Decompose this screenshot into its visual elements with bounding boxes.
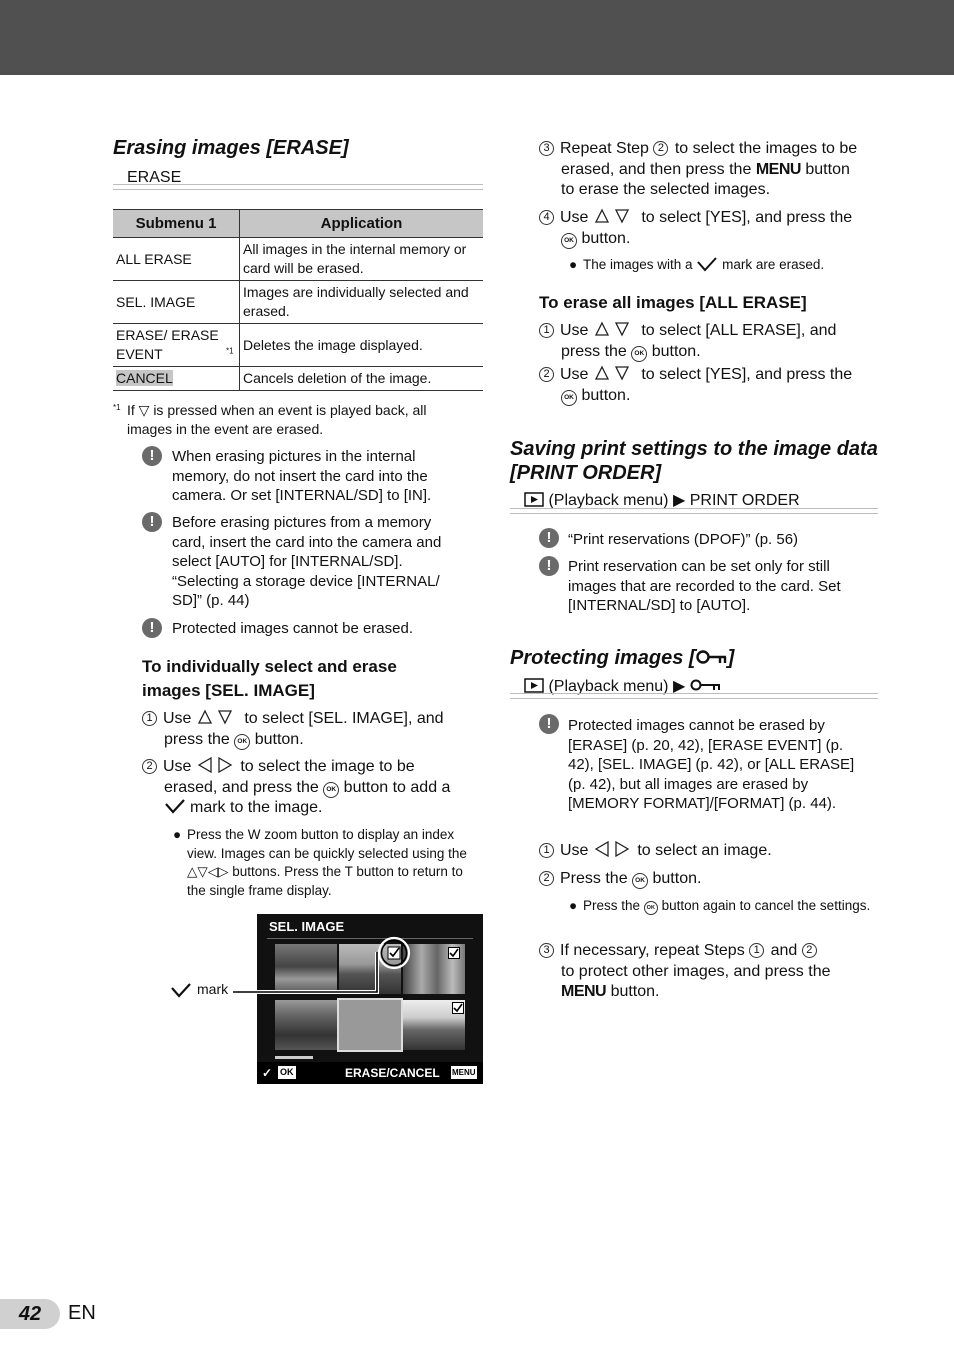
arrow-right-icon: ▶ (672, 678, 686, 695)
table-row (113, 367, 483, 391)
protect-step-3 (539, 941, 884, 1003)
menu-path-text: (Playback menu) (548, 492, 669, 509)
sel-image-heading (142, 655, 397, 703)
up-down-arrows-icon (198, 710, 238, 724)
protect-bullet (569, 897, 873, 916)
caution-note: Print reservation can be set only for still images that are recorded to the card. Set [INTERNAL/SD] to [AUTO]. (568, 558, 841, 614)
up-down-arrows-icon (595, 322, 635, 336)
check-mark-icon (164, 798, 186, 814)
step-text: Use (560, 209, 589, 226)
all-erase-heading: To erase all images [ALL ERASE] (539, 293, 807, 312)
title-text: Protecting images [ (510, 647, 696, 669)
caution-icon: ! (142, 446, 162, 466)
step-number: 2 (539, 871, 554, 886)
caution-icon: ! (142, 512, 162, 532)
submenu-cell: SEL. IMAGE (113, 281, 240, 324)
caution-note: “Print reservations (DPOF)” (p. 56) (568, 531, 799, 548)
check-mark-icon (170, 982, 192, 998)
left-right-arrows-icon (595, 841, 631, 857)
table-row (113, 324, 483, 367)
caution-note: Before erasing pictures from a memory card, insert the card into the camera and select [AUTO] for [INTERNAL/SD]. “Selecting a storage device [INTERNAL/ SD]” (p. 44) (172, 514, 442, 609)
step-text: press the (561, 342, 627, 360)
playback-icon (524, 678, 544, 693)
bullet-text: Press the (583, 898, 641, 913)
all-erase-step-1 (539, 321, 884, 362)
footnote-mark: *1 (113, 403, 121, 412)
step4-bullet (569, 256, 883, 275)
print-order-title (510, 437, 890, 485)
thumbnail-image (275, 1000, 337, 1050)
step-text: press the (164, 730, 230, 748)
heading-line: images [SEL. IMAGE] (142, 681, 315, 700)
playback-icon (524, 492, 544, 507)
step-text: button. (651, 342, 701, 360)
caution-note: Protected images cannot be erased by [ERASE] (p. 20, 42), [ERASE EVENT] (p. 42), [SEL. IMAGE] (p. 42), or [ALL ERASE] (p. 42), but all images are erased by [MEMORY FORMAT]/[FORMAT] (p. 44). (568, 717, 855, 812)
submenu-cell: ALL ERASE (113, 238, 240, 281)
step-text: to select [YES], and press the (641, 366, 853, 383)
step-text: button (805, 160, 850, 178)
submenu-cell (113, 367, 240, 391)
footnote-ref: *1 (226, 346, 234, 356)
caution-note: Protected images cannot be erased. (172, 620, 413, 637)
top-header-bar (0, 0, 954, 75)
screen-title: SEL. IMAGE (269, 919, 345, 934)
step-text: button to add a (343, 778, 451, 796)
step-number: 1 (539, 323, 554, 338)
step-text: button. (610, 983, 660, 1000)
check-icon: ✓ (262, 1066, 273, 1080)
step-text: to protect other images, and press the (561, 962, 831, 980)
step-text: mark to the image. (190, 799, 323, 816)
table-header-application: Application (240, 210, 484, 238)
step-text: Repeat Step (560, 140, 649, 157)
step-text: button. (254, 730, 304, 748)
table-row (113, 238, 483, 281)
erase-step-3 (539, 139, 884, 201)
step-text: to select [YES], and press the (641, 209, 853, 226)
sel-bullet (173, 826, 477, 900)
application-cell: Deletes the image displayed. (240, 324, 484, 367)
step-number: 1 (142, 711, 157, 726)
step-ref: 1 (749, 943, 764, 958)
protect-key-icon (690, 678, 722, 692)
check-box-icon (452, 1002, 464, 1014)
bullet-text: Press the W zoom button to display an index view. Images can be quickly selected using the △▽◁▷ buttons. Press the T button to return to the single frame display. (187, 827, 467, 898)
ok-label: OK (280, 1067, 294, 1077)
application-cell: Cancels deletion of the image. (240, 367, 484, 391)
step-text: button. (581, 229, 631, 247)
step-text: to select [SEL. IMAGE], and (244, 710, 444, 727)
erase-cancel-label: ERASE/CANCEL (345, 1066, 440, 1080)
section-rule (510, 508, 878, 514)
bullet-dot: ● (569, 257, 578, 272)
step-number: 2 (142, 759, 157, 774)
language-label: EN (68, 1302, 96, 1324)
step-ref: 2 (802, 943, 817, 958)
menu-path-text: (Playback menu) (548, 678, 669, 695)
bullet-text: The images with a (583, 257, 693, 272)
menu-button-label: MENU (755, 160, 801, 178)
left-right-arrows-icon (198, 757, 234, 773)
step-text: and (770, 942, 798, 959)
ok-button-icon: OK (234, 734, 250, 750)
caution-icon: ! (539, 528, 559, 548)
submenu-cell (113, 324, 240, 367)
step-text: button. (581, 386, 631, 404)
submenu-text: ERASE/ ERASE EVENT (116, 327, 219, 362)
section-rule (510, 693, 878, 699)
table-header-submenu: Submenu 1 (113, 210, 240, 238)
step-number: 2 (539, 367, 554, 382)
ok-button-icon: OK (561, 390, 577, 406)
footnote-text: If ▽ is pressed when an event is played back, all images in the event are erased. (127, 402, 427, 437)
arrow-right-icon: ▶ (672, 492, 686, 509)
caution-icon: ! (539, 714, 559, 734)
caution-note: When erasing pictures in the internal memory, do not insert the card into the camera. Or set [INTERNAL/SD] to [IN]. (172, 448, 432, 504)
erase-section-title: Erasing images [ERASE] (113, 137, 349, 159)
sel-step-2 (142, 757, 487, 819)
bullet-dot: ● (173, 827, 182, 842)
application-cell: All images in the internal memory or card will be erased. (240, 238, 484, 281)
check-box-icon (448, 947, 460, 959)
ok-button-icon: OK (631, 346, 647, 362)
mark-callout-label: mark (197, 981, 229, 997)
section-rule (113, 184, 483, 190)
step-text: to select the image to be (240, 758, 415, 775)
step-text: Use (163, 758, 192, 775)
menu-path-text: PRINT ORDER (689, 492, 800, 509)
step-text: Use (163, 710, 192, 727)
step-text: Use (560, 322, 589, 339)
step-text: to select [ALL ERASE], and (641, 322, 837, 339)
step-text: to erase the selected images. (561, 181, 771, 198)
protect-key-icon (696, 649, 728, 665)
sel-step-1 (142, 709, 482, 750)
step-number: 1 (539, 843, 554, 858)
selected-thumbnail (337, 998, 403, 1052)
all-erase-step-2 (539, 365, 884, 406)
up-down-arrows-icon (595, 209, 635, 223)
footnote (113, 401, 473, 439)
menu-label: MENU (452, 1068, 476, 1077)
erase-step-4 (539, 208, 884, 249)
erase-menu-path: ERASE (127, 169, 182, 186)
step-ref: 2 (653, 141, 668, 156)
ok-button-icon: OK (644, 901, 658, 915)
step-text: If necessary, repeat Steps (560, 942, 745, 959)
title-line: [PRINT ORDER] (510, 462, 662, 484)
up-down-arrows-icon (595, 366, 635, 380)
title-text: ] (727, 647, 735, 669)
step-number: 4 (539, 210, 554, 225)
step-number: 3 (539, 943, 554, 958)
step-text: to select the images to be (674, 140, 858, 157)
heading-line: To individually select and erase (142, 657, 397, 676)
step-text: Use (560, 842, 589, 859)
application-cell: Images are individually selected and erased. (240, 281, 484, 324)
submenu-text: CANCEL (116, 370, 173, 386)
page-number: 42 (0, 1299, 60, 1329)
protect-title (510, 646, 734, 670)
submenu-table (113, 209, 483, 391)
screen-bottom-bar (257, 1062, 483, 1084)
bullet-text: mark are erased. (722, 257, 825, 272)
table-row (113, 281, 483, 324)
ok-button-icon: OK (323, 782, 339, 798)
ok-button-icon: OK (561, 233, 577, 249)
step-text: to select an image. (637, 842, 772, 859)
protect-step-2 (539, 869, 884, 890)
step-text: Press the (560, 870, 628, 887)
bullet-text: button again to cancel the settings. (661, 898, 871, 913)
protect-step-1 (539, 841, 884, 862)
step-number: 3 (539, 141, 554, 156)
step-text: erased, and then press the (561, 160, 752, 178)
menu-button-label: MENU (561, 983, 607, 1000)
callout-line (232, 950, 392, 1000)
step-text: erased, and press the (164, 778, 319, 796)
caution-icon: ! (539, 556, 559, 576)
check-mark-icon (696, 256, 718, 272)
title-line: Saving print settings to the image data (510, 438, 878, 460)
bullet-dot: ● (569, 898, 578, 913)
ok-button-icon: OK (632, 873, 648, 889)
step-text: Use (560, 366, 589, 383)
step-text: button. (652, 870, 702, 887)
caution-icon: ! (142, 618, 162, 638)
